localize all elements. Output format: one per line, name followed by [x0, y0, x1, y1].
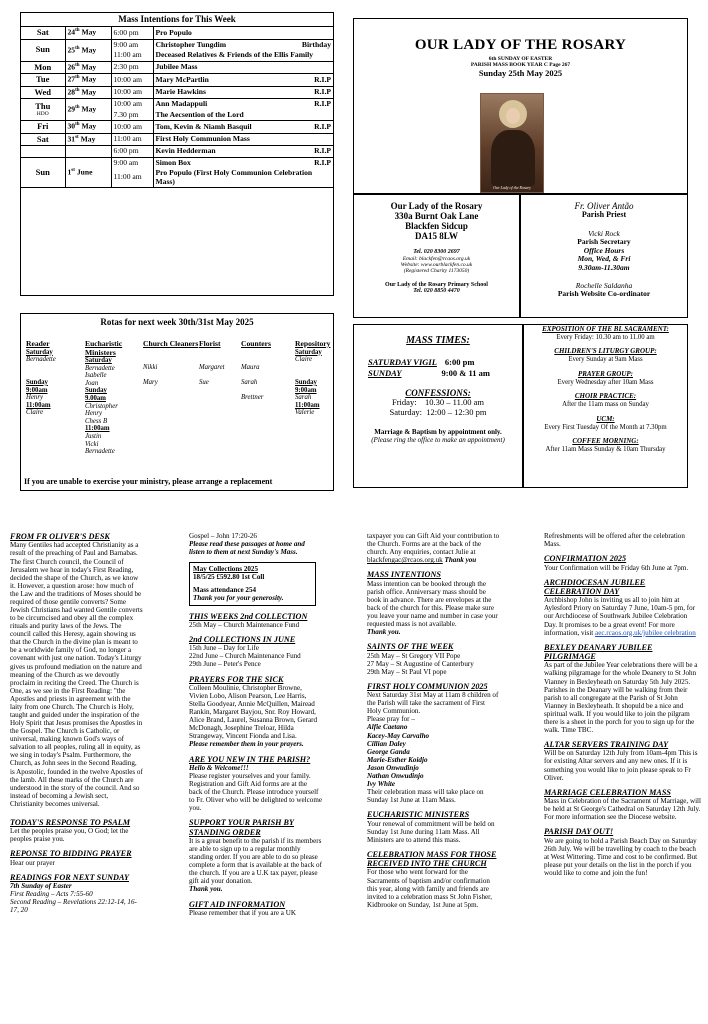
rota-entry: Chess B — [85, 417, 108, 425]
marriage-baptism-note: Marriage & Baptism by appointment only. — [374, 428, 502, 437]
mass-intentions-title: Mass Intentions for This Week — [21, 13, 333, 27]
confessions-title: CONFESSIONS: — [405, 388, 471, 399]
june-collection: 22nd June – Church Maintenance Fund — [189, 652, 301, 661]
section-heading: SAINTS OF THE WEEK — [367, 642, 454, 652]
mass-times-title: MASS TIMES: — [406, 335, 470, 346]
liturgical-sunday: 6th SUNDAY OF EASTER — [488, 55, 553, 62]
intention-note: R.I.P — [314, 74, 331, 84]
intention-text: The Aecsention of the Lord — [153, 110, 333, 121]
section-heading: SUPPORT YOUR PARISH BY STANDING ORDER — [189, 818, 295, 837]
rota-entry: 11:00am — [85, 425, 110, 433]
sunday-time: 9:00 & 11 am — [441, 367, 490, 378]
mass-book-ref: PARISH MASS BOOK YEAR C Page 267 — [470, 61, 571, 68]
intention-text: Jubilee Mass — [153, 61, 333, 74]
section-heading: THIS WEEKS 2nd COLLECTION — [189, 611, 308, 621]
rota-entry — [241, 387, 271, 395]
school-phone: Tel. 020 8850 4470 — [413, 288, 460, 295]
intention-time: 9:00 am — [111, 157, 153, 168]
child-name: George Ganda — [367, 747, 410, 756]
rota-column-header: Counters — [241, 339, 271, 348]
intention-date: 24th May — [65, 27, 111, 39]
child-name: Jason Onwudinjo — [367, 763, 419, 772]
appointment-note: (Please ring the office to make an appointment) — [371, 436, 505, 445]
section-heading: BEXLEY DEANARY JUBILEE PILGRIMAGE — [544, 642, 653, 661]
rota-entry — [143, 371, 198, 379]
intention-date: 25th May — [65, 39, 111, 61]
refreshments-note: Refreshments will be offered after the celebration Mass. — [544, 532, 685, 549]
church-name: OUR LADY OF THE ROSARY — [414, 37, 627, 53]
collections-box — [189, 562, 316, 605]
gift-aid-email[interactable]: blackfengac@rcaos.org.uk — [367, 556, 443, 565]
intention-day: Sat — [21, 27, 65, 39]
intention-note: R.I.P — [314, 99, 331, 109]
registration-note: Please register yourselves and your family. Registration and Gift Aid forms are at the back of the Church. Please introduce yourself to Fr. Oliver who will be delighted to welcome you. — [189, 771, 322, 813]
intention-text: First Holy Communion Mass — [153, 133, 333, 146]
column-3 — [367, 532, 500, 909]
rota-entry: Joan — [85, 379, 99, 387]
rota-entry — [143, 349, 198, 357]
holy-day-label: HDO — [36, 111, 49, 118]
rota-entry: Vicki — [85, 440, 99, 448]
rota-entry: Bernadette — [26, 356, 56, 364]
confession-saturday: Saturday: 12:00 – 12:30 pm — [389, 406, 487, 417]
gift-aid-text: Please remember that if you are a UK — [189, 908, 296, 917]
rota-entry — [199, 356, 225, 364]
intention-day: Fri — [21, 121, 65, 134]
section-heading: PRAYERS FOR THE SICK — [189, 674, 284, 684]
charity-number: (Registered Charity 1173050) — [403, 268, 470, 275]
saint: 29th May – St Paul VI pope — [367, 667, 447, 676]
rota-entry: Sunday — [26, 378, 48, 386]
intention-date: 1st June — [65, 157, 111, 188]
rota-entry: Claire — [26, 409, 44, 417]
pilgrimage-text: As part of the Jubilee Year celebrations there will be a walking pilgramage for the whole Deanery to St John Vianney in Bexleyheath on Saturday 5th July 2025. Parishes in the Deanary will be walking from their parish to all congregate at the Parish of St John Vianney in Bexleyheath. It shopuld be a nice and spiritual walk. If you would like to join the pilgram there is a sheet in the porch for you to sign up for the walk. Time TBC. — [544, 661, 698, 734]
group-detail: Every Sunday at 9am Mass — [568, 356, 643, 364]
rota-entry: 9.00am — [85, 395, 106, 403]
intention-time: 10:00 am — [111, 74, 153, 87]
rota-entry — [241, 356, 271, 364]
intention-text: R.I.P Tom, Kevin & Niamh Basquil — [153, 121, 333, 134]
child-name: Ivy White — [367, 779, 396, 788]
intention-day: Thu HDO — [21, 99, 65, 121]
intention-time: 6:00 pm — [111, 27, 153, 39]
intention-date: 26th May — [65, 61, 111, 74]
rota-column — [295, 340, 330, 417]
rota-column — [199, 340, 225, 387]
priest-role: Parish Priest — [581, 210, 627, 220]
rota-entry: Mary — [143, 378, 158, 386]
section-heading: TODAY'S RESPONSE TO PSALM — [10, 817, 131, 827]
section-heading: 2nd COLLECTIONS IN JUNE — [189, 634, 296, 644]
rota-entry: Henry — [26, 394, 43, 402]
intention-row — [21, 86, 333, 99]
intention-text: R.I.P Marie Hawkins — [153, 86, 333, 99]
thanks: Thank you. — [367, 628, 401, 637]
email[interactable]: Email: blackfen@rcaos.org.uk — [402, 256, 471, 263]
intention-day: Sat — [21, 133, 65, 146]
rota-footer: If you are unable to exercise your ministry, please arrange a replacement — [24, 477, 273, 486]
column-1 — [10, 532, 143, 915]
mass-times-box — [353, 324, 523, 488]
group-heading: CHOIR PRACTICE: — [574, 392, 637, 401]
section-heading: FROM FR OLIVER'S DESK — [10, 532, 110, 541]
rota-entry: Maura — [241, 363, 260, 371]
rota-entry: Valerie — [295, 409, 315, 417]
intention-row — [21, 133, 333, 146]
saint: 25th May – St Gregory VII Pope — [367, 651, 461, 660]
group-heading: EXPOSITION OF THE BL SACRAMENT: — [542, 325, 669, 333]
intention-time: 2:30 pm — [111, 61, 153, 74]
web-coordinator-name: Rochelle Saldanha — [575, 280, 633, 290]
child-name: Alfie Caetano — [367, 723, 408, 732]
intention-time: 11:00 am — [111, 133, 153, 146]
rota-column-header: Florist — [199, 339, 221, 348]
group-detail: After the 11am mass on Sunday — [562, 401, 649, 409]
ministers-text: Your renewal of commitment will be held on Sunday 1st June during 11am Mass. All Ministers are to attend this mass. — [367, 819, 495, 844]
rota-entry — [143, 356, 198, 364]
intention-text: R.I.P Ann Madappuli — [155, 99, 331, 109]
addr-line: 330a Burnt Oak Lane — [394, 211, 479, 222]
intention-text: Deceased Relatives & Friends of the Ellis Family — [153, 50, 333, 61]
web-coordinator-role: Parish Website Co-ordinator — [557, 289, 651, 299]
sick-list: Colleen Moulinie, Christopher Browne, Vivien Lobo, Alison Pearson, Lee Harris, Stella Goodyear, Annie McQuillen, Mairead Rankin, Margaret Bayjou, Snr. Roy Howard, Alice Brand, Laurel, Susanna Brown, Gerard McDonagh, Josephine Treloar, Hilda Strangeway, Vincent Fionda and Lisa. — [189, 683, 318, 741]
mass-intentions-text: Mass intention can be booked through the parish office. Anniversary mass should be book in advance. There are envelopes at the back of the church for this. Please make sure you leave your name and number in case your requested mass is not available. — [367, 579, 498, 629]
saint: 27 May – St Augustine of Canterbury — [367, 659, 474, 668]
sick-note: Please remember them in your prayers. — [189, 740, 304, 749]
psalm-response: Let the peoples praise you, O God; let the peoples praise you. — [10, 827, 129, 844]
intention-date: 27th May — [65, 74, 111, 87]
intention-note: R.I.P — [314, 146, 331, 156]
group-detail: Every First Tuesday Of the Month at 7.30pm — [544, 423, 667, 431]
sunday-label: SUNDAY — [368, 367, 402, 378]
section-heading: PARISH DAY OUT! — [544, 827, 614, 837]
group-heading: COFFEE MORNING: — [572, 437, 639, 446]
vigil-label: SATURDAY VIGIL — [368, 357, 437, 368]
rota-entry: Brettner — [241, 394, 264, 402]
intention-day — [21, 146, 65, 158]
rota-entry: Sue — [199, 378, 209, 386]
intention-row — [21, 157, 333, 168]
section-heading: CELEBRATION MASS FOR THOSE RECEIVED INTO THE CHURCH — [367, 849, 497, 869]
rota-entry: 9:00am — [295, 386, 317, 394]
jubilee-link[interactable]: aec.rcaos.org.uk/jubilee celebration — [595, 628, 696, 637]
group-heading: PRAYER GROUP: — [577, 369, 634, 378]
child-name: Cillian Daley — [367, 739, 406, 748]
first-communion-text: Next Saturday 31st May at 11am 8 children of the Parish will take the sacrament of First Holy Communion. — [367, 691, 499, 716]
rota-entry — [241, 349, 271, 357]
gospel-note: Please read these passages at home and listen to them at next Sunday's Mass. — [189, 540, 305, 557]
mass-intentions-box — [20, 12, 334, 296]
secretary-role: Parish Secretary — [577, 237, 631, 247]
rota-entry — [26, 371, 56, 379]
group-detail: Every Wednesday after 10am Mass — [557, 378, 654, 386]
office-hours: Office Hours — [583, 245, 625, 255]
intention-row — [21, 99, 333, 110]
thanks: Thank you — [444, 556, 477, 565]
confirmation-text: Your Confirmation will be Friday 6th June at 7pm. — [544, 563, 689, 572]
rota-column — [241, 340, 271, 402]
rota-column-header: Reader — [26, 339, 50, 348]
next-sunday: 7th Sunday of Easter — [10, 882, 72, 891]
office-time: 9.30am-11.30am — [578, 262, 630, 272]
intention-time: 10:00 am — [111, 121, 153, 134]
child-name: Marie-Esther Koidjo — [367, 755, 428, 764]
priest-name: Fr. Oliver Antão — [574, 201, 634, 211]
office-days: Mon, Wed, & Fri — [577, 254, 631, 264]
section-heading: EUCHARISTIC MINISTERS — [367, 810, 470, 820]
section-heading: GIFT AID INFORMATION — [189, 899, 286, 909]
intention-date — [65, 146, 111, 158]
section-heading: MASS INTENTIONS — [367, 570, 441, 580]
child-name: Kacey-May Carvalho — [367, 731, 430, 740]
intention-text: R.I.P Simon Box — [155, 157, 331, 167]
intention-note: R.I.P — [314, 157, 331, 167]
intention-date: 29th May — [65, 99, 111, 121]
intention-day: Tue — [21, 74, 65, 87]
intention-day: Sun — [21, 157, 65, 188]
rota-column-header: Repository — [295, 339, 331, 348]
column-4 — [544, 532, 702, 877]
intention-text: R.I.P Kevin Hedderman — [153, 146, 333, 158]
intention-row — [21, 27, 333, 39]
intention-day: Wed — [21, 86, 65, 99]
rota-entry: Bernadette — [85, 364, 115, 372]
website[interactable]: Website: www.ourblackfen.co.uk — [400, 262, 473, 269]
secretary-name: Vicki Rock — [588, 229, 620, 239]
rota-entry: Saturday — [295, 348, 322, 356]
intention-row — [21, 61, 333, 74]
section-heading: READINGS FOR NEXT SUNDAY — [10, 872, 129, 882]
intention-day: Sun — [21, 39, 65, 61]
celebration-note: Their celebration mass will take place on Sunday 1st June at 11am Mass. — [367, 788, 484, 805]
intention-note: Birthday — [301, 39, 331, 49]
mass-intentions-table — [21, 27, 333, 188]
rota-entry: Sarah — [295, 394, 312, 402]
addr-line: Blackfen Sidcup — [405, 221, 468, 232]
addr-line: Our Lady of the Rosary — [390, 201, 483, 211]
rota-column-header: Eucharistic Ministers — [85, 339, 123, 357]
parish-header — [353, 18, 688, 194]
rota-entry: Isabelle — [85, 372, 107, 380]
intention-row — [21, 74, 333, 87]
clergy-box — [520, 194, 688, 318]
children-list — [367, 723, 500, 788]
groups-box — [523, 324, 688, 488]
section-heading: FIRST HOLY COMMUNION 2025 — [367, 681, 488, 691]
rota-entry: Saturday — [85, 357, 112, 364]
rota-column — [85, 340, 137, 456]
intention-text: Pro Populo — [153, 27, 333, 39]
gift-aid-text: taxpayer you can Gift Aid your contribution to the Church. Forms are at the back of the church. Any enquiries, contact Julie at — [367, 532, 500, 557]
welcome: Hello & Welcome!!! — [189, 763, 249, 772]
intention-text: R.I.P Mary McPartlin — [153, 74, 333, 87]
rota-entry: Sunday — [85, 387, 107, 395]
rota-entry — [199, 349, 225, 357]
rota-entry — [199, 371, 225, 379]
rota-box — [20, 313, 334, 491]
group-detail: After 11am Mass Sunday & 10am Thursday — [545, 446, 666, 454]
second-collection: 25th May – Church Maintenance Fund — [189, 620, 300, 629]
june-collection: 29th June – Peter's Pence — [189, 660, 261, 669]
group-heading: CHILDREN'S LITURGY GROUP: — [554, 347, 657, 356]
child-name: Nathan Onwudinjo — [367, 771, 424, 780]
intention-day: Mon — [21, 61, 65, 74]
rota-entry — [295, 371, 330, 379]
vigil-time: 6:00 pm — [444, 357, 475, 368]
intention-date: 30th May — [65, 121, 111, 134]
rota-entry: Bernadette — [85, 448, 115, 456]
rota-entry: 11:00am — [26, 401, 51, 409]
second-reading: Second Reading – Revelations 22:12-14, 16-17, 20 — [10, 898, 137, 915]
rota-entry: Nikki — [143, 363, 158, 371]
phone: Tel. 020 8300 2697 — [413, 249, 460, 256]
intention-time: 9:00 am — [111, 39, 153, 50]
gospel-reading: Gospel – John 17:20-26 — [189, 532, 257, 540]
celebration-mass-text: For those who went forward for the Sacraments of baptism and/or confirmation this year, along with family and friends are invited to a celebration mass St John Fisher, Kidbrooke on Sunday, 1st June at 5pm. — [367, 868, 493, 909]
intention-time: 6:00 pm — [111, 146, 153, 158]
rota-entry: Claire — [295, 356, 313, 364]
section-heading: ARCHDIOCESAN JUBILEE CELEBRATION DAY — [544, 577, 646, 596]
bulletin-date: Sunday 25th May 2025 — [478, 68, 563, 79]
rota-entry: Christopher — [85, 402, 118, 410]
collections-title: May Collections 2025 — [193, 565, 259, 574]
our-lady-image — [480, 93, 544, 193]
intention-row — [21, 146, 333, 158]
rota-column — [143, 340, 198, 387]
intention-time: 11:00 am — [111, 50, 153, 61]
rota-entry: 11:00am — [295, 401, 320, 409]
rota-entry: Sunday — [295, 378, 317, 386]
rota-entry: Henry — [85, 410, 102, 418]
thanks: Thank you. — [189, 885, 223, 894]
priest-message: Many Gentiles had accepted Christianity as a result of the preaching of Paul and Barnabas. The first Church council, the Council of Jerusalem we hear in today's First Reading, decided the shape of the Church, as we know it. However, a question arose: how much of the Law and the traditions of Moses should be required of those gentile converts? Some Jewish Christians had wanted Gentile converts to be circumcised and obey all the complex rituals and purity laws of the Jews. The council called this Heresy, again showing us that the Church in the divine plan is meant to be a worldwide family of God, no longer a covenant with just one nation. Today's Liturgy gives us profound mediation on the nature and meaning of the Church as we devoutly proclaim in reciting the Creed. The Church is One, as we see in the First Reading: "the Apostles and priests in agreement with the laity from one Church. The Church is Holy, taught and guided under the inspiration of the Holy Spirit that Jesus promises the Apostles in the Gospel. The Church is Catholic, or universal, making known God's ways of salvation to all peoples, ruling all in equity, as we sing in today's Psalm. Furthermore, the Church, as John sees in the Second Reading, is Apostolic, founded in the twelve Apostles of the lamb. All these marks of the Church are understood in the story of the council. And so instead of becoming a Jewish sect, Christianity becomes universal. — [10, 541, 143, 808]
intention-text: Birthday Christopher Tungdim — [155, 39, 331, 49]
intention-date: 28th May — [65, 86, 111, 99]
rota-entry — [241, 371, 271, 379]
section-heading: REPONSE TO BIDDING PRAYER — [10, 849, 132, 859]
june-collection: 15th June – Day for Life — [189, 644, 259, 653]
rota-entry: Margaret — [199, 363, 225, 371]
image-caption: Our Lady of the Rosary — [493, 184, 531, 190]
mass-attendance: Mass attendance 254 — [193, 586, 257, 595]
intention-note: R.I.P — [314, 121, 331, 131]
altar-servers-text: Will be on Saturday 12th July from 10am-4pm This is for existing Altar servers and any new ones. If it is something you would like to join please speak to Fr Oliver. — [544, 749, 698, 782]
rota-entry — [26, 364, 56, 372]
rota-entry: Justin — [85, 433, 102, 441]
intention-time: 11:00 am — [111, 168, 153, 188]
rota-entry: Saturday — [26, 348, 53, 356]
column-2 — [189, 532, 322, 917]
rota-title: Rotas for next week 30th/31st May 2025 — [100, 317, 254, 327]
pray-for: Please pray for – — [367, 715, 415, 724]
intention-text: Pro Populo (First Holy Communion Celebration Mass) — [153, 168, 333, 188]
section-heading: ALTAR SERVERS TRAINING DAY — [544, 740, 669, 750]
addr-line: DA15 8LW — [415, 231, 458, 242]
bidding-response: Hear our prayer — [10, 858, 55, 867]
rota-column — [26, 340, 56, 417]
intention-time: 10:00 am — [111, 86, 153, 99]
thanks: Thank you for your generosity. — [193, 594, 284, 603]
section-heading: ARE YOU NEW IN THE PARISH? — [189, 754, 311, 764]
marriage-mass-text: Mass in Celebration of the Sacrament of Marriage, will be held at St George's Cathedral on Saturday 12th July. For more information see the Diocese website. — [544, 797, 702, 822]
intention-time: 10:00 am — [111, 99, 153, 110]
intention-date: 31st May — [65, 133, 111, 146]
collection-amount: 18/5/25 £592.80 1st Coll — [193, 573, 265, 582]
standing-order-text: It is a great benefit to the parish if its members are able to sign up to a regular monthly standing order. If you are able to do so please complete a form that is available at the back of the church. If you are a U.K tax payer, please gift aid your donation. — [189, 837, 322, 886]
first-reading: First Reading – Acts 7:55-60 — [10, 890, 93, 899]
day-out-text: We are going to hold a Parish Beach Day on Saturday 26th July. We will be travelling by coach to the beach at West Wittering. Time and cost to be confirmed. But please put your details on the list in the porch if you would like to come and join the fun! — [544, 836, 698, 877]
rota-entry: 9:00am — [26, 386, 48, 394]
rota-column-header: Church Cleaners — [143, 339, 199, 348]
rota-entry — [295, 364, 330, 372]
jubilee-text: Archbishop John is inviting us all to join him at Aylesford Priory on Saturday 7 June, 10am-5 pm, for our Archdiocese of Southwark Jubilee Celebration Day. It promises to be a great event! For more information, visit — [544, 596, 696, 637]
rota-entry: Sarah — [241, 378, 258, 386]
school-name: Our Lady of the Rosary Primary School — [385, 281, 488, 288]
group-detail: Every Friday: 10.30 am to 11.00 am — [556, 333, 655, 341]
section-heading: MARRIAGE CELEBRATION MASS — [544, 787, 671, 797]
section-heading: CONFIRMATION 2025 — [544, 554, 627, 564]
intention-time: 7.30 pm — [111, 110, 153, 121]
confession-friday: Friday: 10.30 – 11.00 am — [392, 397, 484, 408]
intention-row — [21, 121, 333, 134]
address-box — [353, 194, 520, 318]
intention-row — [21, 39, 333, 50]
group-heading: UCM: — [596, 414, 615, 423]
intention-note: R.I.P — [314, 87, 331, 97]
